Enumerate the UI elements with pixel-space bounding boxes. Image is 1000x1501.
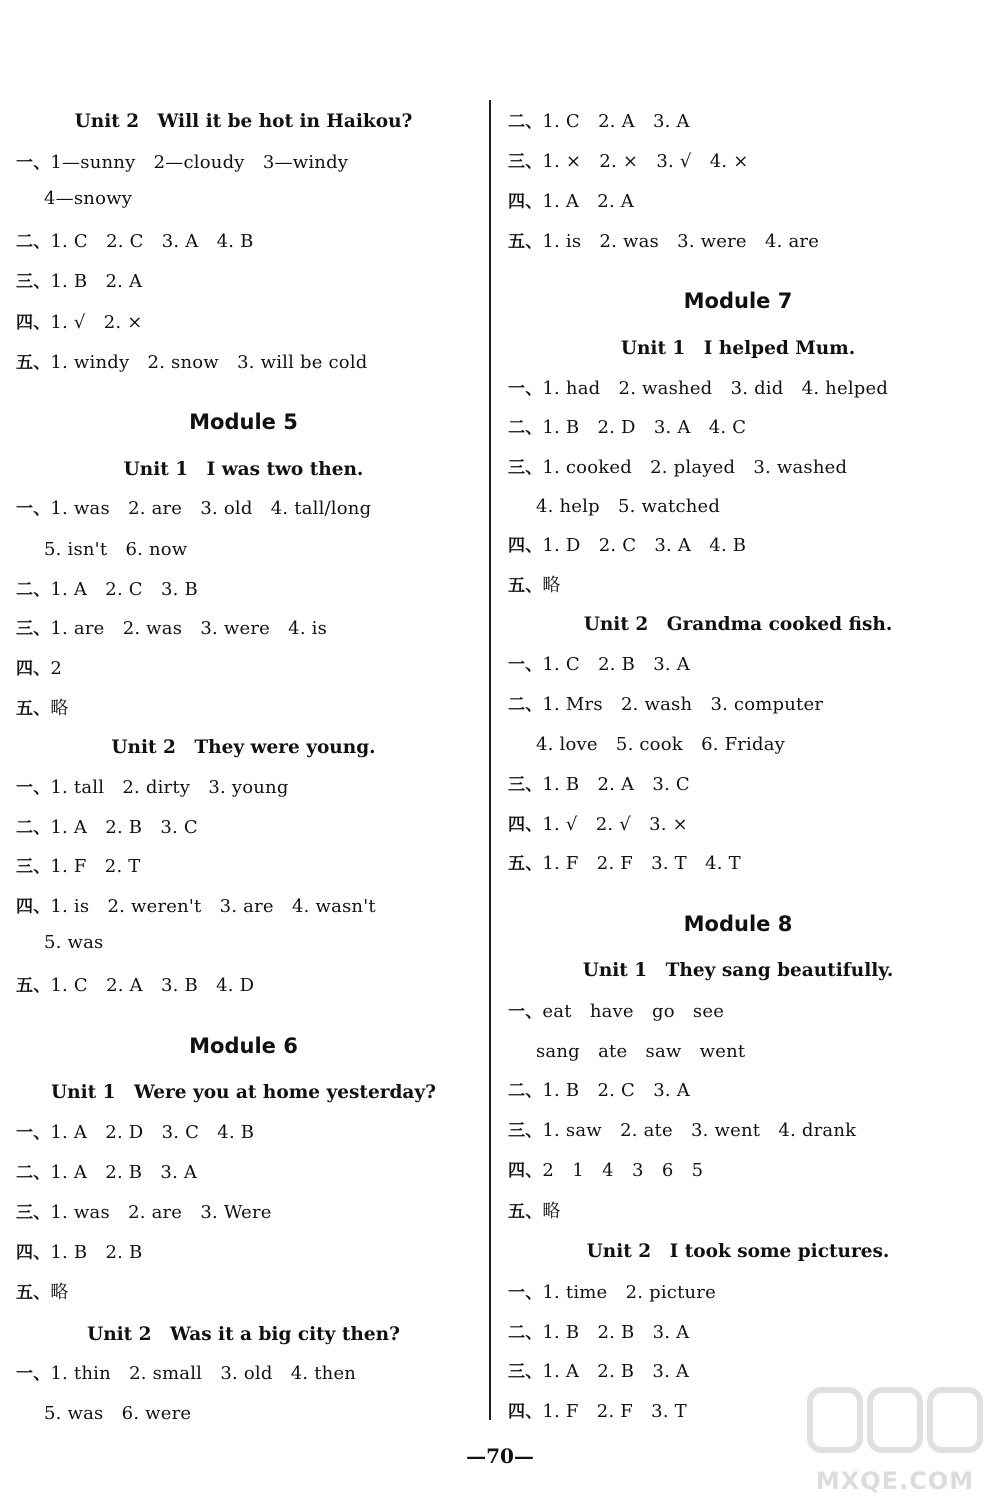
answer-line [508, 413, 746, 439]
answer-line [508, 227, 819, 253]
answer-text: 1. √ 2. × [50, 312, 143, 333]
answer-text: 1. B 2. C 3. A [542, 1080, 690, 1101]
unit-heading: Unit 2 Was it a big city then? [87, 1324, 400, 1345]
answer-line [508, 1076, 690, 1102]
answer-text: 1. B 2. D 3. A 4. C [542, 417, 747, 438]
section-number: 五、 [16, 699, 51, 719]
answer-line [508, 453, 847, 479]
answer-text: 1. had 2. washed 3. did 4. helped [542, 378, 889, 399]
section-number: 二、 [16, 580, 51, 600]
module-heading: Module 5 [189, 410, 298, 434]
answer-line [508, 531, 746, 557]
section-number: 五、 [16, 353, 51, 373]
answer-line [16, 892, 376, 918]
answer-text: 1. C 2. A 3. B 4. D [50, 975, 255, 996]
section-number: 五、 [508, 1202, 543, 1222]
section-number: 三、 [508, 152, 543, 172]
section-number: 一、 [16, 1123, 51, 1143]
module-heading: Module 7 [683, 289, 793, 313]
answer-line [16, 348, 368, 374]
answer-text: 1. tall 2. dirty 3. young [50, 777, 289, 798]
answer-line [508, 849, 741, 875]
answer-text: 1. A 2. C 3. B [50, 579, 198, 600]
section-number: 三、 [16, 1203, 51, 1223]
section-number: 二、 [508, 112, 543, 132]
answer-continuation: 5. isn't 6. now [44, 539, 188, 560]
answer-text: 略 [542, 1201, 561, 1222]
answer-text: 1. F 2. F 3. T [542, 1401, 687, 1422]
section-number: 二、 [16, 232, 51, 252]
section-number: 五、 [16, 976, 51, 996]
answer-text: 1. are 2. was 3. were 4. is [50, 618, 328, 639]
section-number: 四、 [16, 1243, 51, 1263]
answer-text: 1. × 2. × 3. √ 4. × [542, 151, 749, 172]
answer-line [508, 187, 634, 213]
answer-text: 1. B 2. A 3. C [542, 774, 690, 795]
answer-line [16, 267, 142, 293]
section-number: 三、 [508, 1362, 543, 1382]
answer-text: 略 [542, 575, 561, 596]
answer-text: 1. B 2. B [50, 1242, 143, 1263]
answer-text: 1—sunny 2—cloudy 3—windy [50, 152, 349, 173]
unit-heading: Unit 1 Were you at home yesterday? [50, 1082, 436, 1103]
section-number: 一、 [16, 153, 51, 173]
answer-text: 1. is 2. was 3. were 4. are [542, 231, 820, 252]
answer-text: 2 [50, 658, 63, 679]
answer-line [16, 575, 198, 601]
answer-text: 1. was 2. are 3. old 4. tall/long [50, 498, 372, 519]
answer-continuation: 5. was [44, 932, 104, 953]
answer-text: eat have go see [542, 1001, 725, 1022]
answer-line [16, 1118, 254, 1144]
answer-text: 1. √ 2. √ 3. × [542, 814, 688, 835]
section-number: 五、 [508, 232, 543, 252]
section-number: 二、 [508, 1081, 543, 1101]
answer-line [508, 810, 688, 836]
section-number: 一、 [508, 655, 543, 675]
section-number: 一、 [16, 499, 51, 519]
section-number: 一、 [508, 1002, 543, 1022]
answer-line [508, 1116, 856, 1142]
answer-text: 1. F 2. T [50, 856, 141, 877]
column-divider [489, 100, 491, 1420]
answer-text: 1. A 2. A [542, 191, 634, 212]
answer-text: 1. was 2. are 3. Were [50, 1202, 272, 1223]
answer-line [508, 571, 561, 597]
answer-text: 1. Mrs 2. wash 3. computer [542, 694, 824, 715]
section-number: 二、 [508, 695, 543, 715]
section-number: 三、 [16, 857, 51, 877]
section-number: 四、 [16, 313, 51, 333]
answer-line [16, 1158, 197, 1184]
answer-line [16, 852, 141, 878]
answer-text: 1. A 2. B 3. A [50, 1162, 198, 1183]
answer-line [508, 1197, 561, 1223]
section-number: 四、 [508, 536, 543, 556]
section-number: 四、 [508, 815, 543, 835]
answer-line [16, 494, 371, 520]
answer-line [16, 1278, 69, 1304]
section-number: 二、 [508, 1323, 543, 1343]
answer-text: 1. C 2. C 3. A 4. B [50, 231, 254, 252]
section-number: 一、 [16, 778, 51, 798]
unit-heading: Unit 1 They sang beautifully. [582, 960, 894, 981]
section-number: 三、 [508, 1121, 543, 1141]
answer-line [16, 1359, 356, 1385]
unit-heading: Unit 2 Will it be hot in Haikou? [74, 111, 413, 132]
answer-line [508, 690, 823, 716]
section-number: 二、 [16, 1163, 51, 1183]
section-number: 四、 [508, 192, 543, 212]
watermark-seal-icon [800, 1385, 990, 1465]
section-number: 四、 [16, 897, 51, 917]
module-heading: Module 6 [189, 1034, 298, 1058]
answer-text: 1. time 2. picture [542, 1282, 716, 1303]
answer-line [508, 770, 690, 796]
answer-line [16, 614, 327, 640]
answer-line [16, 654, 62, 679]
answer-text: 1. F 2. F 3. T 4. T [542, 853, 741, 874]
unit-heading: Unit 1 I was two then. [123, 459, 364, 480]
section-number: 四、 [508, 1161, 543, 1181]
unit-heading: Unit 2 I took some pictures. [586, 1241, 890, 1262]
section-number: 四、 [508, 1402, 543, 1422]
section-number: 五、 [16, 1283, 51, 1303]
answer-line [16, 1238, 142, 1264]
answer-line [508, 1278, 716, 1304]
answer-text: 1. is 2. weren't 3. are 4. wasn't [50, 896, 376, 917]
answer-line [508, 1397, 687, 1423]
answer-text: 1. windy 2. snow 3. will be cold [50, 352, 368, 373]
unit-heading: Unit 1 I helped Mum. [620, 338, 856, 359]
section-number: 二、 [508, 418, 543, 438]
answer-continuation: 5. was 6. were [44, 1403, 192, 1424]
answer-line [16, 227, 254, 253]
answer-line [508, 1357, 689, 1383]
answer-line [508, 107, 690, 133]
answer-text: 1. C 2. B 3. A [542, 654, 690, 675]
answer-text: 1. thin 2. small 3. old 4. then [50, 1363, 357, 1384]
answer-text: 1. saw 2. ate 3. went 4. drank [542, 1120, 857, 1141]
answer-line [16, 694, 69, 720]
page-number: —70— [466, 1444, 534, 1468]
answer-line [16, 773, 289, 799]
answer-continuation: sang ate saw went [536, 1041, 746, 1062]
answer-continuation: 4. love 5. cook 6. Friday [536, 734, 786, 755]
answer-text: 1. A 2. B 3. A [542, 1361, 690, 1382]
answer-text: 1. B 2. A [50, 271, 143, 292]
answer-line [508, 1156, 703, 1182]
answer-line [508, 147, 749, 173]
module-heading: Module 8 [683, 912, 793, 936]
answer-line [16, 148, 348, 174]
answer-text: 略 [50, 1282, 69, 1303]
unit-heading: Unit 2 Grandma cooked fish. [583, 614, 893, 635]
answer-text: 1. C 2. A 3. A [542, 111, 690, 132]
answer-text: 1. cooked 2. played 3. washed [542, 457, 848, 478]
section-number: 一、 [508, 379, 543, 399]
answer-text: 1. A 2. B 3. C [50, 817, 198, 838]
answer-line [508, 650, 690, 676]
section-number: 三、 [508, 775, 543, 795]
section-number: 一、 [16, 1364, 51, 1384]
answer-text: 1. B 2. B 3. A [542, 1322, 690, 1343]
answer-text: 1. A 2. D 3. C 4. B [50, 1122, 255, 1143]
answer-line [508, 1318, 689, 1344]
answer-text: 1. D 2. C 3. A 4. B [542, 535, 747, 556]
answer-text: 略 [50, 698, 69, 719]
section-number: 一、 [508, 1283, 543, 1303]
answer-line [16, 813, 198, 839]
answer-continuation: 4. help 5. watched [536, 496, 721, 517]
section-number: 四、 [16, 659, 51, 679]
section-number: 三、 [508, 458, 543, 478]
answer-line [16, 308, 143, 334]
unit-heading: Unit 2 They were young. [111, 737, 376, 758]
section-number: 二、 [16, 818, 51, 838]
answer-line [16, 1198, 272, 1224]
section-number: 五、 [508, 576, 543, 596]
answer-text: 2 1 4 3 6 5 [542, 1160, 704, 1181]
watermark-text: MXQE.COM [815, 1467, 975, 1495]
answer-line [508, 997, 724, 1023]
section-number: 三、 [16, 619, 51, 639]
answer-continuation: 4—snowy [44, 188, 133, 209]
answer-line [16, 971, 254, 997]
section-number: 五、 [508, 854, 543, 874]
watermark-logo [800, 1385, 990, 1495]
answer-line [508, 374, 888, 400]
section-number: 三、 [16, 272, 51, 292]
